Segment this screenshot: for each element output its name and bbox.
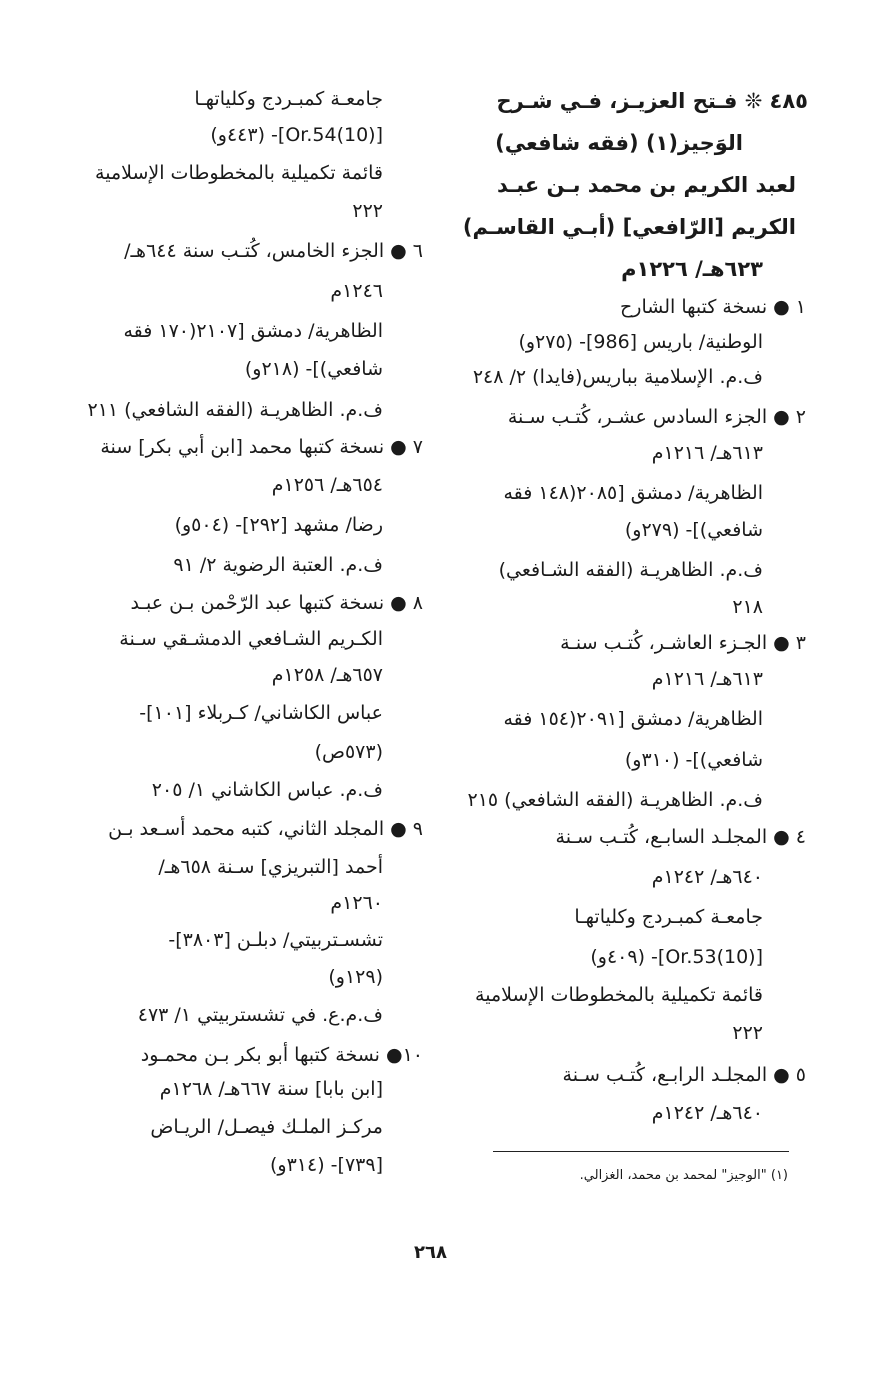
left-line: (١٢٩و) xyxy=(328,966,383,988)
left-line: قائمة تكميلية بالمخطوطات الإسلامية xyxy=(95,162,383,184)
left-line: جامعـة كمبـردج وكلياتهـا xyxy=(194,88,383,110)
left-line: ١٢٤٦م xyxy=(330,280,383,302)
right-line: قائمة تكميلية بالمخطوطات الإسلامية xyxy=(475,984,763,1006)
right-line: الظاهرية/ دمشق [٢٠٩١(١٥٤ فقه xyxy=(503,708,763,730)
right-line: ٣ ● الجـزء العاشـر، كُتـب سنـة xyxy=(560,632,806,654)
left-line: ف.م.ع. في تشستربيتي ١/ ٤٧٣ xyxy=(137,1004,383,1026)
right-line: ف.م. الظاهريـة (الفقه الشافعي) ٢١٥ xyxy=(467,789,763,811)
left-line: ف.م. عباس الكاشاني ١/ ٢٠٥ xyxy=(151,779,383,801)
right-line: ف.م. الظاهريـة (الفقه الشـافعي) xyxy=(498,559,763,581)
right-line: ٢١٨ xyxy=(732,596,763,618)
right-line: الظاهرية/ دمشق [٢٠٨٥(١٤٨ فقه xyxy=(503,482,763,504)
right-line: ٤ ● المجلـد السابـع، كُتـب سـنة xyxy=(555,826,806,848)
right-line: ٦١٣هـ/ ١٢١٦م xyxy=(651,442,763,464)
left-line: ٨ ● نسخة كتبها عبد الرّحْمن بـن عبـد xyxy=(130,592,423,614)
left-line: ٧ ● نسخة كتبها محمد [ابن أبي بكر] سنة xyxy=(100,436,423,458)
left-line: [ابن بابا] سنة ٦٦٧هـ/ ١٢٦٨م xyxy=(159,1078,383,1100)
left-line: عباس الكاشاني/ كـربلاء [١٠١]- xyxy=(139,702,383,724)
left-line: الكـريم الشـافعي الدمشـقي سـنة xyxy=(119,628,383,650)
right-line: شافعي)]- (٣١٠و) xyxy=(624,749,763,771)
right-line: ٢ ● الجزء السادس عشـر، كُتـب سـنة xyxy=(507,406,806,428)
left-line: ٦ ● الجزء الخامس، كُتـب سنة ٦٤٤هـ/ xyxy=(124,240,423,262)
left-line: ٩ ● المجلد الثاني، كتبه محمد أسـعد بـن xyxy=(108,818,423,840)
left-line: ١٠● نسخة كتبها أبو بكر بـن محمـود xyxy=(140,1044,423,1066)
entry-heading-line: الكريم [الرّافعي] (أبـي القاسـم) xyxy=(462,215,796,239)
left-line: تشسـتربيتي/ دبلـن [٣٨٠٣]- xyxy=(168,929,383,951)
entry-heading-line: ٤٨٥ ❊ فـتح العزيـز، فـي شـرح xyxy=(496,89,808,113)
left-line: ف.م. العتبة الرضوية ٢/ ٩١ xyxy=(173,554,383,576)
page-number: ٢٦٨ xyxy=(414,1242,447,1263)
right-line: ف.م. الإسلامية بباريس(فايدا) ٢/ ٢٤٨ xyxy=(472,366,763,388)
left-line: مركـز الملـك فيصـل/ الريـاض xyxy=(150,1116,383,1138)
left-line: شافعي)]- (٢١٨و) xyxy=(244,358,383,380)
right-line: ١ ● نسخة كتبها الشارح xyxy=(620,296,806,318)
footnote-rule xyxy=(493,1151,789,1152)
right-line: ٦١٣هـ/ ١٢١٦م xyxy=(651,668,763,690)
right-line: [Or.53(10)]- (٤٠٩و) xyxy=(590,946,763,968)
right-line: الوطنية/ باريس [986]- (٢٧٥و) xyxy=(518,331,763,353)
right-line: شافعي)]- (٢٧٩و) xyxy=(624,519,763,541)
footnote: (١) "الوجيز" لمحمد بن محمد، الغزالي. xyxy=(579,1168,788,1183)
left-line: ٦٥٧هـ/ ١٢٥٨م xyxy=(271,664,383,686)
right-line: ٦٤٠هـ/ ١٢٤٢م xyxy=(651,866,763,888)
left-line: أحمد [التبريزي] سـنة ٦٥٨هـ/ xyxy=(158,856,383,878)
left-line: ١٢٦٠م xyxy=(330,892,383,914)
left-line: الظاهرية/ دمشق [٢١٠٧(١٧٠ فقه xyxy=(123,320,383,342)
left-line: رضا/ مشهد [٢٩٢]- (٥٠٤و) xyxy=(174,514,383,536)
entry-heading-line: ٦٢٣هـ/ ١٢٢٦م xyxy=(621,257,763,281)
entry-heading-line: الوَجيز(١) (فقه شافعي) xyxy=(495,131,743,155)
left-line: ف.م. الظاهريـة (الفقه الشافعي) ٢١١ xyxy=(87,399,383,421)
right-line: جامعـة كمبـردج وكلياتهـا xyxy=(574,906,763,928)
left-line: [Or.54(10)]- (٤٤٣و) xyxy=(210,124,383,146)
right-line: ٥ ● المجلـد الرابـع، كُتـب سـنة xyxy=(562,1064,806,1086)
left-line: ٦٥٤هـ/ ١٢٥٦م xyxy=(271,474,383,496)
left-line: [٧٣٩]- (٣١٤و) xyxy=(270,1154,383,1176)
right-line: ٦٤٠هـ/ ١٢٤٢م xyxy=(651,1102,763,1124)
right-line: ٢٢٢ xyxy=(732,1022,763,1044)
entry-heading-line: لعبد الكريم بن محمد بـن عبـد xyxy=(496,173,796,197)
left-line: ٢٢٢ xyxy=(352,200,383,222)
left-line: (٥٧٣ص) xyxy=(314,741,383,763)
